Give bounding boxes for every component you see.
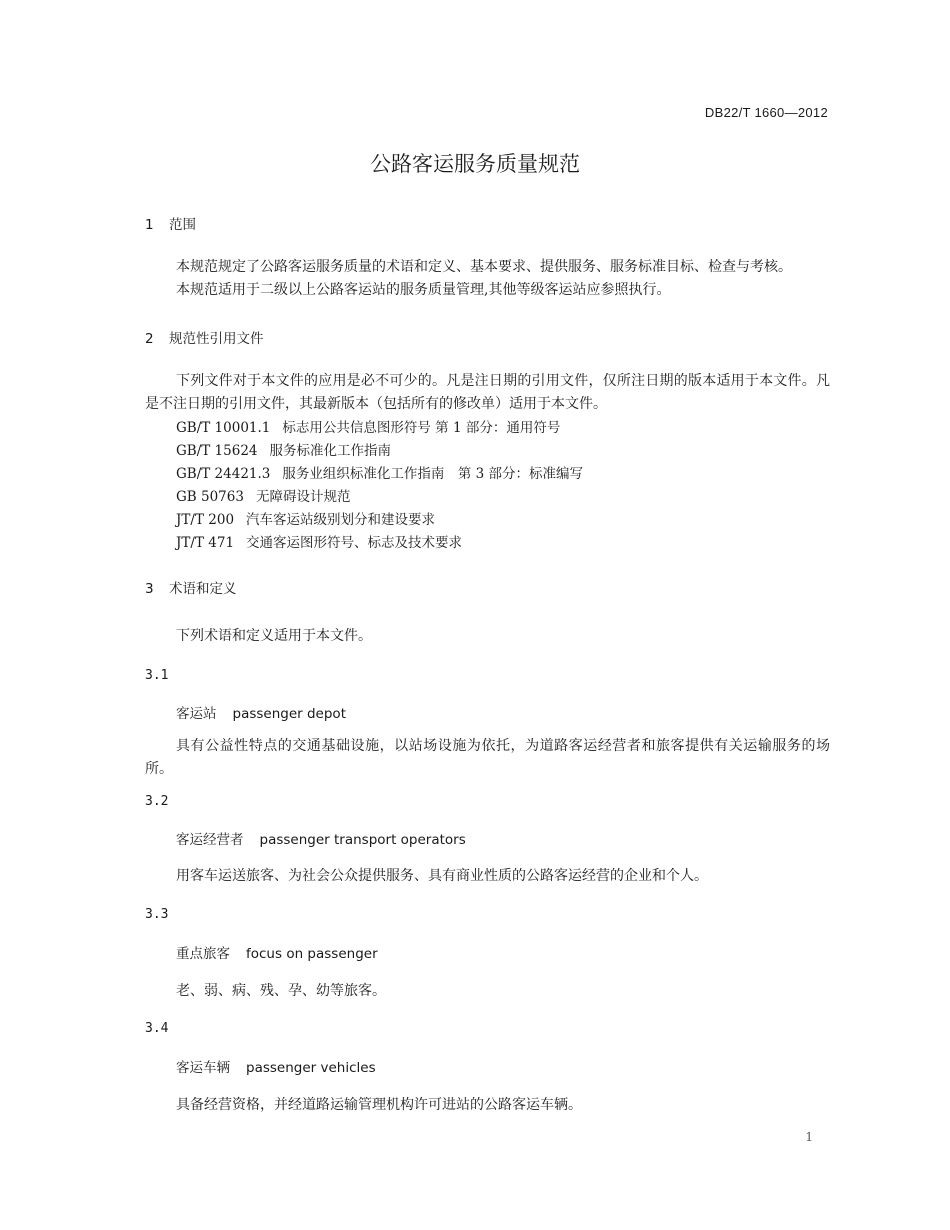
references-intro: 下列文件对于本文件的应用是必不可少的。凡是注日期的引用文件，仅所注日期的版本适用于本文件。凡是不注日期的引用文件，其最新版本（包括所有的修改单）适用于本文件。 — [145, 373, 830, 412]
reference-item — [176, 416, 560, 436]
term-definition: 老、弱、病、残、孕、幼等旅客。 — [176, 983, 386, 999]
reference-item — [176, 462, 583, 482]
section-heading-terms — [145, 577, 237, 597]
reference-code: GB/T 10001.1 — [176, 420, 271, 436]
clause-number: 3.4 — [145, 1021, 169, 1036]
terms-intro: 下列术语和定义适用于本文件。 — [176, 628, 372, 644]
term-definition: 具有公益性特点的交通基础设施，以站场设施为依托，为道路客运经营者和旅客提供有关运输服务的场所。 — [145, 738, 830, 777]
reference-code: GB/T 24421.3 — [176, 466, 271, 482]
reference-item — [176, 485, 350, 505]
term-zh: 客运车辆 — [176, 1060, 230, 1076]
scope-paragraph-1: 本规范规定了公路客运服务质量的术语和定义、基本要求、提供服务、服务标准目标、检查与考核。 — [176, 259, 792, 275]
term-definition: 具备经营资格，并经道路运输管理机构许可进站的公路客运车辆。 — [176, 1097, 582, 1113]
term-entry — [176, 1056, 376, 1076]
term-entry — [176, 828, 466, 848]
standard-code: DB22/T 1660—2012 — [704, 105, 828, 120]
term-entry — [176, 702, 346, 722]
section-title: 范围 — [169, 217, 196, 233]
term-zh: 客运经营者 — [176, 832, 244, 848]
clause-number: 3.3 — [145, 907, 169, 922]
term-en: focus on passenger — [246, 946, 378, 962]
term-definition: 用客车运送旅客、为社会公众提供服务、具有商业性质的公路客运经营的企业和个人。 — [176, 868, 708, 884]
section-title: 规范性引用文件 — [169, 331, 264, 347]
section-title: 术语和定义 — [169, 581, 237, 597]
term-en: passenger vehicles — [246, 1060, 376, 1076]
section-number: 1 — [145, 217, 154, 233]
section-heading-scope — [145, 213, 196, 233]
reference-item — [176, 508, 435, 528]
reference-title: 标志用公共信息图形符号 第 1 部分：通用符号 — [282, 420, 561, 436]
reference-title: 服务业组织标准化工作指南 第 3 部分：标准编写 — [282, 466, 584, 482]
reference-code: JT/T 471 — [176, 535, 235, 551]
reference-item — [176, 531, 462, 551]
reference-title: 汽车客运站级别划分和建设要求 — [246, 512, 436, 528]
reference-title: 交通客运图形符号、标志及技术要求 — [246, 535, 463, 551]
term-en: passenger transport operators — [259, 832, 466, 848]
section-number: 3 — [145, 581, 154, 597]
scope-paragraph-2: 本规范适用于二级以上公路客运站的服务质量管理,其他等级客运站应参照执行。 — [176, 282, 671, 298]
term-zh: 重点旅客 — [176, 946, 230, 962]
term-entry — [176, 942, 378, 962]
term-zh: 客运站 — [176, 706, 217, 722]
reference-title: 无障碍设计规范 — [255, 489, 351, 505]
section-number: 2 — [145, 331, 154, 347]
section-heading-references — [145, 327, 264, 347]
page-number: 1 — [805, 1130, 813, 1144]
term-en: passenger depot — [232, 706, 346, 722]
document-title: 公路客运服务质量规范 — [370, 152, 580, 176]
reference-code: JT/T 200 — [176, 512, 235, 528]
reference-title: 服务标准化工作指南 — [269, 443, 391, 459]
reference-item — [176, 439, 391, 459]
reference-code: GB/T 15624 — [176, 443, 258, 459]
clause-number: 3.2 — [145, 794, 169, 809]
reference-code: GB 50763 — [176, 489, 244, 505]
clause-number: 3.1 — [145, 668, 169, 683]
